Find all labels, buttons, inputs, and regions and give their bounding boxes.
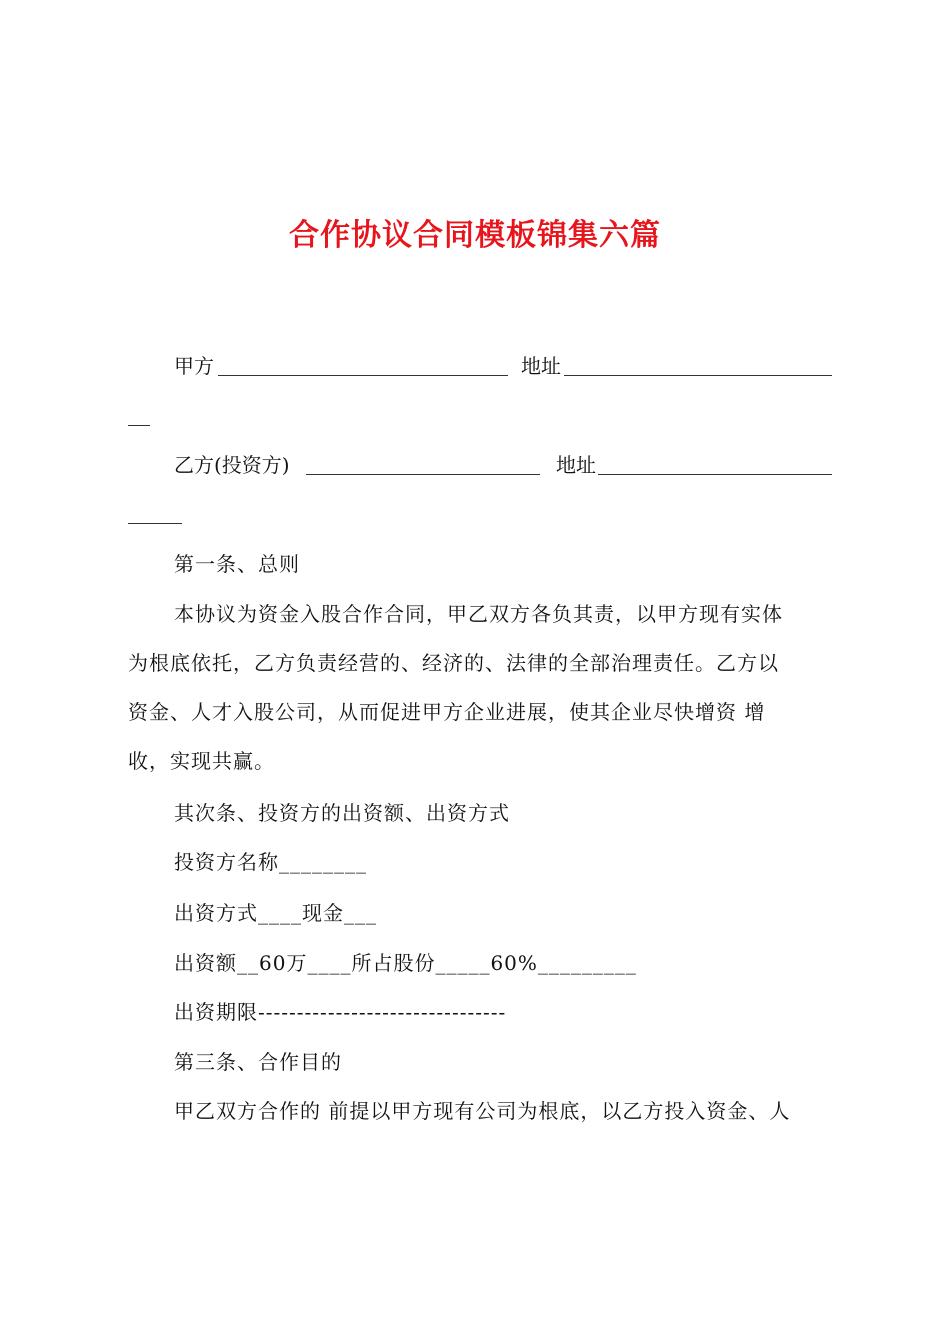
party-b-blank: [306, 474, 540, 475]
party-b-address-blank: [598, 474, 832, 475]
party-b-label: 乙方(投资方): [174, 453, 290, 477]
investor-name-line: 投资方名称________: [174, 850, 367, 874]
document-title: 合作协议合同模板锦集六篇: [289, 218, 661, 253]
article-1-line-1: 本协议为资金入股合作合同，甲乙双方各负其责，以甲方现有实体: [174, 602, 783, 626]
party-b-row: [128, 452, 832, 478]
party-a-label: 甲方: [174, 354, 214, 378]
party-a-address-label: 地址: [521, 354, 561, 378]
party-a-address-blank-continued: [128, 425, 150, 426]
article-3-line-1: 甲乙双方合作的 前提以甲方现有公司为根底，以乙方投入资金、人: [174, 1099, 791, 1123]
article-1-line-4: 收，实现共赢。: [128, 749, 275, 773]
article-2-heading: 其次条、投资方的出资额、出资方式: [174, 801, 510, 825]
party-a-address-blank: [564, 375, 832, 376]
party-b-address-blank-continued: [128, 523, 182, 524]
article-1-line-3: 资金、人才入股公司，从而促进甲方企业进展，使其企业尽快增资 增: [128, 700, 766, 724]
party-a-row: [128, 353, 832, 379]
article-1-heading: 第一条、总则: [174, 552, 300, 576]
party-a-blank: [218, 375, 508, 376]
contribution-amount-line: 出资额__60万____所占股份_____60%_________: [174, 951, 637, 975]
article-1-line-2: 为根底依托，乙方负责经营的、经济的、法律的全部治理责任。乙方以: [128, 651, 779, 675]
party-b-address-label: 地址: [556, 453, 596, 477]
contribution-term-line: 出资期限--------------------------------: [174, 1000, 507, 1024]
article-3-heading: 第三条、合作目的: [174, 1050, 342, 1074]
contribution-method-line: 出资方式____现金___: [174, 901, 377, 925]
article-1-body: [128, 590, 832, 786]
